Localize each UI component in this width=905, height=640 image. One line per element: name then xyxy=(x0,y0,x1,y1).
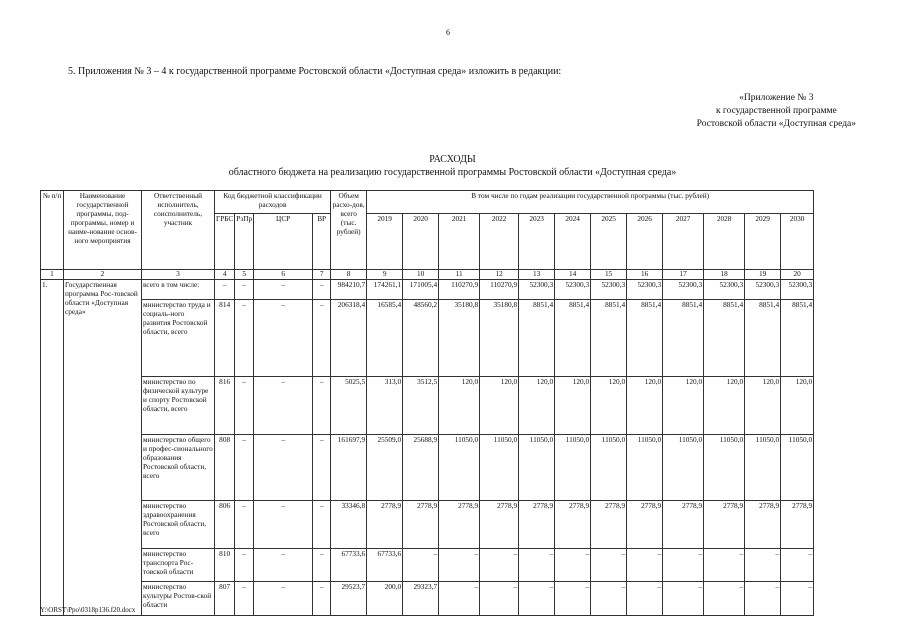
year-value-cell: – xyxy=(591,549,627,582)
year-value-cell: 8851,4 xyxy=(519,300,555,377)
year-value-cell: 11050,0 xyxy=(704,435,745,501)
total-cell: 984210,7 xyxy=(331,280,367,300)
column-index-cell: 16 xyxy=(627,270,663,280)
vr-cell: – xyxy=(313,435,331,501)
header-year: 2021 xyxy=(439,214,480,270)
year-value-cell: 2778,9 xyxy=(663,501,704,549)
year-value-cell: 120,0 xyxy=(439,377,480,435)
year-value-cell: 2778,9 xyxy=(519,501,555,549)
year-value-cell: – xyxy=(519,582,555,616)
column-index-cell: 12 xyxy=(480,270,519,280)
column-index-cell: 2 xyxy=(64,270,142,280)
executor-cell: всего в том числе: xyxy=(142,280,215,300)
column-index-cell: 19 xyxy=(745,270,781,280)
column-index-cell: 17 xyxy=(663,270,704,280)
total-cell: 29523,7 xyxy=(331,582,367,616)
total-cell: 33346,8 xyxy=(331,501,367,549)
csr-cell: – xyxy=(254,280,313,300)
vr-cell: – xyxy=(313,280,331,300)
rzpr-cell: – xyxy=(235,549,254,582)
column-index-cell: 10 xyxy=(403,270,439,280)
vr-cell: – xyxy=(313,300,331,377)
year-value-cell: 11050,0 xyxy=(519,435,555,501)
csr-cell: – xyxy=(254,582,313,616)
column-index-cell: 3 xyxy=(142,270,215,280)
year-value-cell: 110270,9 xyxy=(480,280,519,300)
header-volume: Объем расхо-дов, всего (тыс. рублей) xyxy=(331,191,367,270)
csr-cell: – xyxy=(254,300,313,377)
header-csr: ЦСР xyxy=(254,214,313,270)
year-value-cell: 120,0 xyxy=(627,377,663,435)
year-value-cell: 120,0 xyxy=(704,377,745,435)
rzpr-cell: – xyxy=(235,280,254,300)
table-row xyxy=(41,501,814,549)
year-value-cell: 2778,9 xyxy=(439,501,480,549)
year-value-cell: 110270,9 xyxy=(439,280,480,300)
year-value-cell: 120,0 xyxy=(519,377,555,435)
vr-cell: – xyxy=(313,549,331,582)
header-year: 2019 xyxy=(367,214,403,270)
header-grbs: ГРБС xyxy=(215,214,235,270)
vr-cell: – xyxy=(313,377,331,435)
year-value-cell: 8851,4 xyxy=(627,300,663,377)
csr-cell: – xyxy=(254,549,313,582)
year-value-cell: 2778,9 xyxy=(745,501,781,549)
year-value-cell: – xyxy=(745,582,781,616)
year-value-cell: 52300,3 xyxy=(663,280,704,300)
year-value-cell: 8851,4 xyxy=(745,300,781,377)
column-index-cell: 7 xyxy=(313,270,331,280)
table-row xyxy=(41,300,814,377)
year-value-cell: 8851,4 xyxy=(704,300,745,377)
year-value-cell: 11050,0 xyxy=(591,435,627,501)
year-value-cell: 120,0 xyxy=(591,377,627,435)
appendix-line-2: к государственной программе xyxy=(715,106,837,116)
year-value-cell: 3512,5 xyxy=(403,377,439,435)
total-cell: 5025,5 xyxy=(331,377,367,435)
vr-cell: – xyxy=(313,501,331,549)
grbs-cell: 807 xyxy=(215,582,235,616)
column-index-cell: 15 xyxy=(591,270,627,280)
year-value-cell: – xyxy=(439,582,480,616)
year-value-cell: – xyxy=(781,582,814,616)
year-value-cell: 16585,4 xyxy=(367,300,403,377)
year-value-cell: – xyxy=(555,549,591,582)
vr-cell: – xyxy=(313,582,331,616)
year-value-cell: – xyxy=(745,549,781,582)
rzpr-cell: – xyxy=(235,501,254,549)
year-value-cell: 52300,3 xyxy=(591,280,627,300)
grbs-cell: 806 xyxy=(215,501,235,549)
year-value-cell: – xyxy=(704,582,745,616)
header-year: 2025 xyxy=(591,214,627,270)
year-value-cell: 2778,9 xyxy=(403,501,439,549)
header-year: 2023 xyxy=(519,214,555,270)
column-index-cell: 14 xyxy=(555,270,591,280)
year-value-cell: 174261,1 xyxy=(367,280,403,300)
year-value-cell: 67733,6 xyxy=(367,549,403,582)
column-index-cell: 6 xyxy=(254,270,313,280)
header-year: 2024 xyxy=(555,214,591,270)
appendix-line-1: «Приложение № 3 xyxy=(739,93,814,103)
executor-cell: министерство по физической культуре и спорту Ростовской области, всего xyxy=(142,377,215,435)
appendix-line-3: Ростовской области «Доступная среда» xyxy=(696,119,856,129)
year-value-cell: 35180,8 xyxy=(480,300,519,377)
title-line-1: РАСХОДЫ xyxy=(429,154,476,165)
header-by-years: В том числе по годам реализации государственной программы (тыс. рублей) xyxy=(367,191,814,214)
year-value-cell: – xyxy=(663,582,704,616)
csr-cell: – xyxy=(254,435,313,501)
year-value-cell: – xyxy=(591,582,627,616)
year-value-cell: 120,0 xyxy=(745,377,781,435)
year-value-cell: 11050,0 xyxy=(663,435,704,501)
rzpr-cell: – xyxy=(235,582,254,616)
column-index-cell: 1 xyxy=(41,270,64,280)
header-year: 2028 xyxy=(704,214,745,270)
year-value-cell: – xyxy=(480,582,519,616)
column-index-cell: 11 xyxy=(439,270,480,280)
budget-table xyxy=(40,190,814,616)
year-value-cell: 313,0 xyxy=(367,377,403,435)
program-name: Государственная программа Рос-товской области «Доступная среда» xyxy=(64,280,142,616)
year-value-cell: 52300,3 xyxy=(627,280,663,300)
year-value-cell: 29323,7 xyxy=(403,582,439,616)
total-cell: 67733,6 xyxy=(331,549,367,582)
year-value-cell: – xyxy=(663,549,704,582)
year-value-cell: 25688,9 xyxy=(403,435,439,501)
year-value-cell: 2778,9 xyxy=(591,501,627,549)
header-name: Наименование государственной программы, под-программы, номер и наиме-нование основ-ного мероприятия xyxy=(64,191,142,270)
header-year: 2026 xyxy=(627,214,663,270)
grbs-cell: 808 xyxy=(215,435,235,501)
year-value-cell: – xyxy=(480,549,519,582)
grbs-cell: 810 xyxy=(215,549,235,582)
year-value-cell: 171005,4 xyxy=(403,280,439,300)
year-value-cell: 52300,3 xyxy=(781,280,814,300)
year-value-cell: 120,0 xyxy=(480,377,519,435)
year-value-cell: 2778,9 xyxy=(367,501,403,549)
year-value-cell: 52300,3 xyxy=(704,280,745,300)
table-row xyxy=(41,377,814,435)
year-value-cell: – xyxy=(519,549,555,582)
table-row xyxy=(41,280,814,300)
year-value-cell: 2778,9 xyxy=(704,501,745,549)
year-value-cell: 11050,0 xyxy=(781,435,814,501)
year-value-cell: 120,0 xyxy=(555,377,591,435)
year-value-cell: 11050,0 xyxy=(439,435,480,501)
year-value-cell: 200,0 xyxy=(367,582,403,616)
header-rzpr: РзПр xyxy=(235,214,254,270)
column-index-cell: 4 xyxy=(215,270,235,280)
table-row xyxy=(41,549,814,582)
header-year: 2027 xyxy=(663,214,704,270)
year-value-cell: 2778,9 xyxy=(480,501,519,549)
year-value-cell: 8851,4 xyxy=(555,300,591,377)
executor-cell: министерство транспорта Рос-товской области xyxy=(142,549,215,582)
year-value-cell: 120,0 xyxy=(781,377,814,435)
rzpr-cell: – xyxy=(235,300,254,377)
rzpr-cell: – xyxy=(235,377,254,435)
year-value-cell: 11050,0 xyxy=(480,435,519,501)
year-value-cell: 2778,9 xyxy=(555,501,591,549)
year-value-cell: 25509,0 xyxy=(367,435,403,501)
year-value-cell: 2778,9 xyxy=(781,501,814,549)
year-value-cell: 52300,3 xyxy=(519,280,555,300)
grbs-cell: 816 xyxy=(215,377,235,435)
year-value-cell: 8851,4 xyxy=(663,300,704,377)
year-value-cell: 52300,3 xyxy=(555,280,591,300)
total-cell: 206318,4 xyxy=(331,300,367,377)
header-year: 2030 xyxy=(781,214,814,270)
year-value-cell: 8851,4 xyxy=(591,300,627,377)
year-value-cell: – xyxy=(555,582,591,616)
document-title xyxy=(0,153,905,179)
executor-cell: министерство труда и социаль-ного развития Ростовской области, всего xyxy=(142,300,215,377)
executor-cell: министерство общего и профес-сионального образования Ростовской области, всего xyxy=(142,435,215,501)
year-value-cell: 52300,3 xyxy=(745,280,781,300)
header-year: 2029 xyxy=(745,214,781,270)
appendix-heading xyxy=(697,92,856,131)
year-value-cell: – xyxy=(781,549,814,582)
column-index-cell: 13 xyxy=(519,270,555,280)
year-value-cell: 11050,0 xyxy=(627,435,663,501)
year-value-cell: – xyxy=(439,549,480,582)
column-index-cell: 8 xyxy=(331,270,367,280)
column-index-cell: 9 xyxy=(367,270,403,280)
year-value-cell: 120,0 xyxy=(663,377,704,435)
intro-text: 5. Приложения № 3 – 4 к государственной программе Ростовской области «Доступная среда» изложить в редакции: xyxy=(68,66,562,77)
year-value-cell: – xyxy=(704,549,745,582)
header-num: № п/п xyxy=(41,191,64,270)
year-value-cell: – xyxy=(403,549,439,582)
rzpr-cell: – xyxy=(235,435,254,501)
header-budget-code: Код бюджетной классификации расходов xyxy=(215,191,331,214)
column-index-cell: 20 xyxy=(781,270,814,280)
year-value-cell: 11050,0 xyxy=(745,435,781,501)
executor-cell: министерство здравоохранения Ростовской области, всего xyxy=(142,501,215,549)
executor-cell: министерство культуры Ростов-ской области xyxy=(142,582,215,616)
grbs-cell: 814 xyxy=(215,300,235,377)
column-index-cell: 18 xyxy=(704,270,745,280)
header-executor: Ответственный исполнитель, соисполнитель, участник xyxy=(142,191,215,270)
table-row xyxy=(41,435,814,501)
title-line-2: областного бюджета на реализацию государственной программы Ростовской области «Доступная среда» xyxy=(228,167,677,178)
program-number: 1. xyxy=(41,280,64,616)
column-index-cell: 5 xyxy=(235,270,254,280)
header-vr: ВР xyxy=(313,214,331,270)
year-value-cell: 48560,2 xyxy=(403,300,439,377)
csr-cell: – xyxy=(254,501,313,549)
csr-cell: – xyxy=(254,377,313,435)
year-value-cell: – xyxy=(627,549,663,582)
year-value-cell: 11050,0 xyxy=(555,435,591,501)
page-number: 6 xyxy=(446,28,450,37)
grbs-cell: – xyxy=(215,280,235,300)
year-value-cell: 2778,9 xyxy=(627,501,663,549)
year-value-cell: 35180,8 xyxy=(439,300,480,377)
year-value-cell: 8851,4 xyxy=(781,300,814,377)
year-value-cell: – xyxy=(627,582,663,616)
header-year: 2022 xyxy=(480,214,519,270)
table-row xyxy=(41,582,814,616)
file-path-footer: Y:\ORST\Ppo\0318p136.f20.docx xyxy=(40,606,136,614)
header-year: 2020 xyxy=(403,214,439,270)
total-cell: 161697,9 xyxy=(331,435,367,501)
